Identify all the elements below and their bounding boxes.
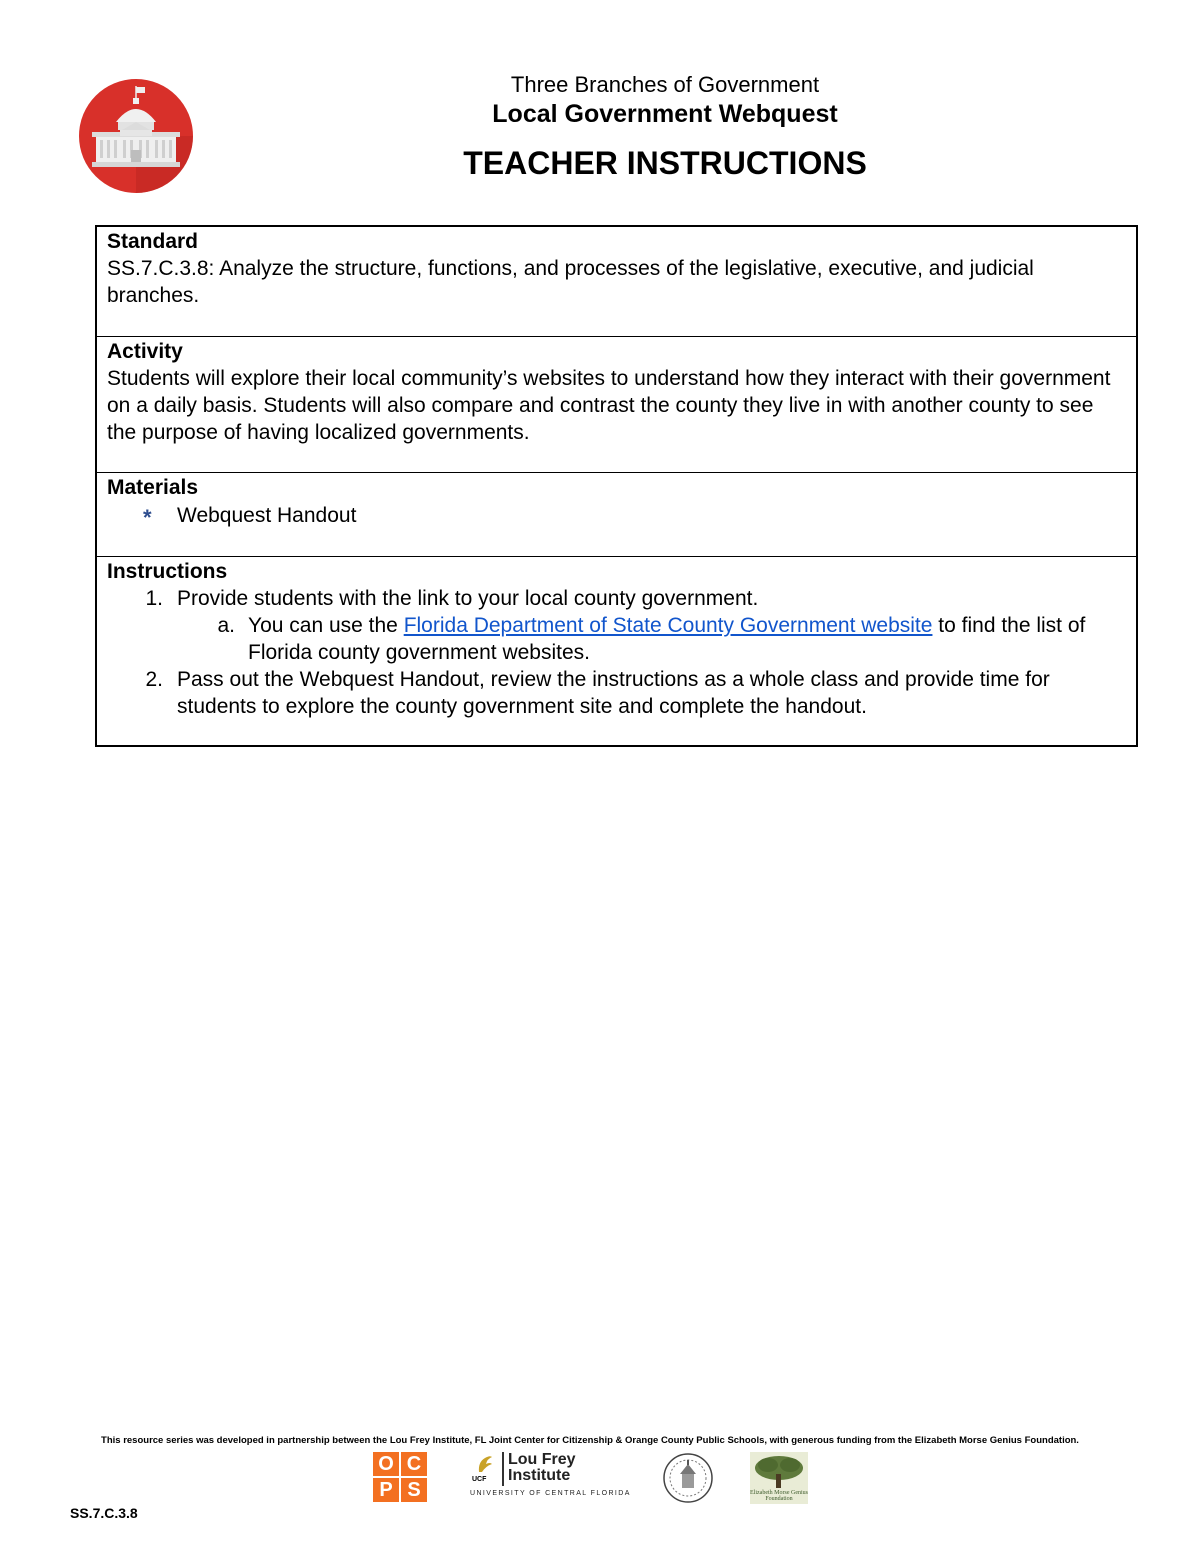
ocps-letter: C	[401, 1452, 427, 1476]
materials-section	[97, 473, 1136, 557]
university-name: UNIVERSITY OF CENTRAL FLORIDA	[470, 1490, 631, 1497]
materials-list-item	[107, 501, 1126, 531]
page-title: TEACHER INSTRUCTIONS	[463, 145, 867, 181]
oak-tree-icon	[750, 1452, 808, 1492]
instruction-step-1a	[107, 612, 1126, 666]
step-2-text: Pass out the Webquest Handout, review the instructions as a whole class and provide time for students to explore the county government site and complete the handout.	[177, 668, 1050, 718]
capitol-building-logo	[78, 78, 194, 194]
ocps-letter: O	[373, 1452, 399, 1476]
instructions-heading: Instructions	[107, 560, 228, 583]
materials-item-label: Webquest Handout	[177, 504, 357, 527]
instructions-section	[97, 557, 1136, 745]
pegasus-icon	[476, 1454, 494, 1474]
county-government-website-link[interactable]: Florida Department of State County Government website	[403, 614, 933, 637]
morse-genius-foundation-logo	[750, 1452, 808, 1504]
activity-section	[97, 337, 1136, 473]
standard-text: SS.7.C.3.8: Analyze the structure, functions, and processes of the legislative, executive, and judicial branches.	[107, 257, 1034, 307]
activity-heading: Activity	[107, 340, 183, 363]
materials-heading: Materials	[107, 476, 199, 499]
ocps-letter: P	[373, 1478, 399, 1502]
foundation-name: Elizabeth Morse Genius Foundation	[750, 1490, 808, 1502]
activity-text: Students will explore their local community’s websites to understand how they interact with their government on a daily basis. Students will also compare and contrast the county they live in with another county to see the purpose of having localized governments.	[107, 367, 1111, 444]
instruction-step-1	[107, 585, 1126, 612]
lou-frey-institute-logo	[470, 1451, 631, 1502]
standard-code: SS.7.C.3.8	[70, 1505, 138, 1521]
lou-frey-institute-name: Lou Frey Institute	[508, 1451, 576, 1484]
standard-heading: Standard	[107, 230, 199, 253]
document-subtitle: Local Government Webquest	[492, 100, 838, 128]
joint-center-seal-logo	[660, 1452, 716, 1504]
step-1-text: Provide students with the link to your local county government.	[177, 587, 759, 610]
instruction-step-2	[107, 666, 1126, 720]
step-1a-text-before: You can use the	[248, 614, 404, 637]
instructions-table	[95, 225, 1138, 747]
step-number: 1.	[145, 587, 163, 610]
substep-letter: a.	[217, 614, 235, 637]
ocps-logo	[373, 1452, 427, 1502]
ocps-letter: S	[401, 1478, 427, 1502]
footer-credit: This resource series was developed in partnership between the Lou Frey Institute, FL Joint Center for Citizenship & Orange County Public Schools, with generous funding from the Elizabeth Morse Genius Foundation.	[101, 1435, 1079, 1446]
logo-divider	[502, 1452, 504, 1486]
ucf-label: UCF	[472, 1476, 487, 1483]
step-1a-text-after: to find the list of Florida county government websites.	[248, 614, 1086, 664]
standard-section	[97, 227, 1136, 337]
series-title: Three Branches of Government	[510, 72, 820, 97]
step-number: 2.	[145, 668, 163, 691]
star-bullet-icon: *	[143, 505, 152, 530]
